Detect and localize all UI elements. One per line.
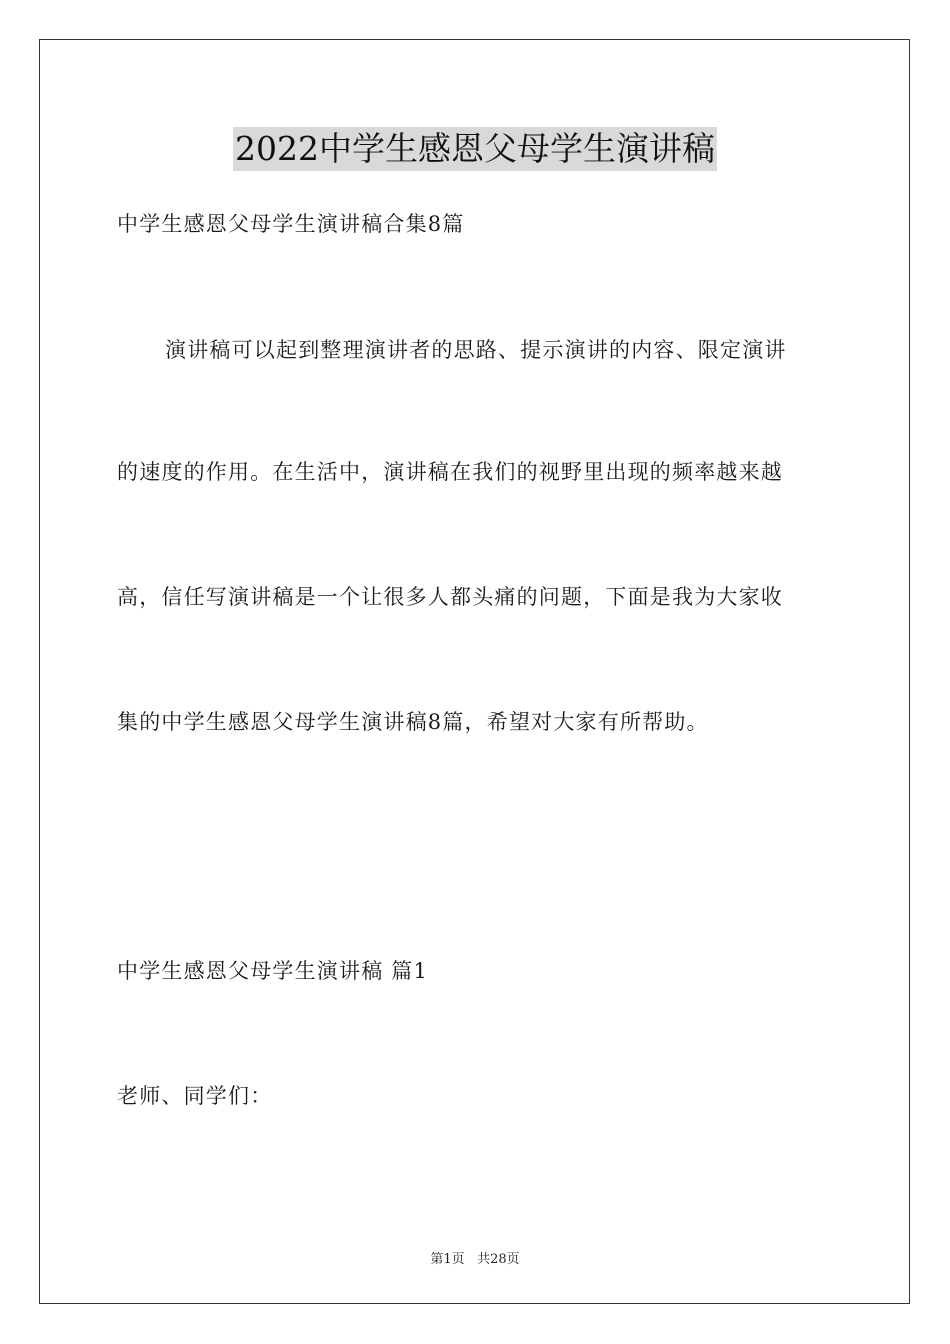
page-number: 第1页 <box>430 1252 465 1267</box>
page-total: 共28页 <box>477 1252 520 1267</box>
document-subtitle: 中学生感恩父母学生演讲稿合集8篇 <box>117 212 465 236</box>
document-title: 2022中学生感恩父母学生演讲稿 <box>233 127 717 171</box>
intro-line-3: 高，信任写演讲稿是一个让很多人都头痛的问题，下面是我为大家收 <box>117 585 783 609</box>
intro-line-2: 的速度的作用。在生活中，演讲稿在我们的视野里出现的频率越来越 <box>117 460 783 484</box>
page-footer <box>0 1248 950 1267</box>
title-container <box>0 127 950 171</box>
greeting: 老师、同学们： <box>117 1084 273 1108</box>
intro-line-4: 集的中学生感恩父母学生演讲稿8篇，希望对大家有所帮助。 <box>117 710 709 734</box>
intro-line-1: 演讲稿可以起到整理演讲者的思路、提示演讲的内容、限定演讲 <box>165 338 787 362</box>
section-heading: 中学生感恩父母学生演讲稿 篇1 <box>117 959 429 983</box>
